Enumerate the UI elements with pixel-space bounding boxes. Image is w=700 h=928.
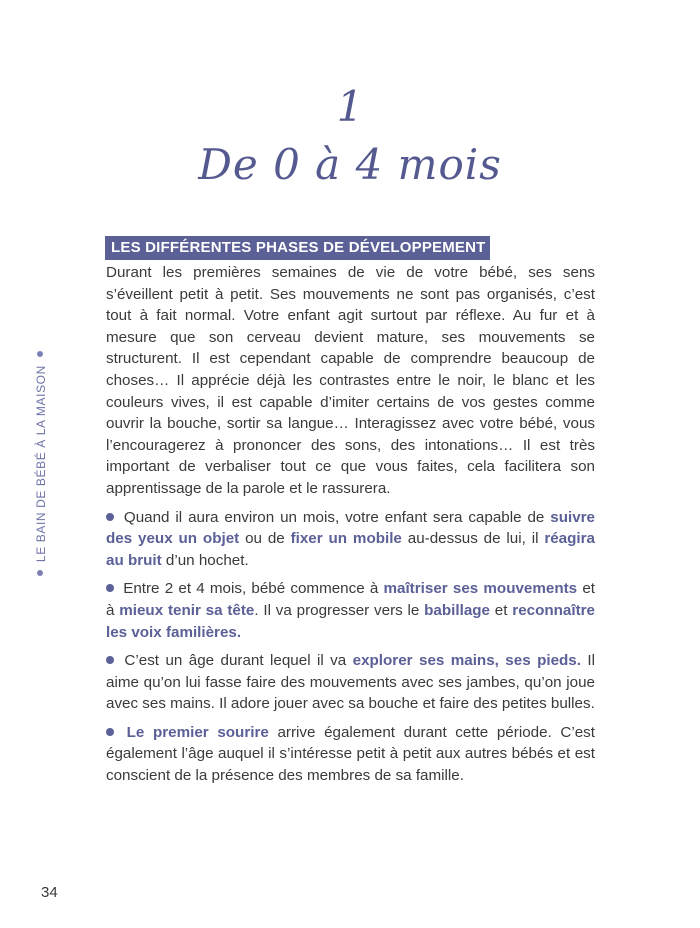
bullet-dot-icon (106, 513, 114, 521)
text-run (118, 724, 127, 741)
section-heading: LES DIFFÉRENTES PHASES DE DÉVELOPPEMENT (105, 236, 490, 260)
bullet-dot-icon (106, 728, 114, 736)
text-run: Entre 2 et 4 mois, bébé commence à (118, 580, 384, 598)
bullet-paragraph-3 (106, 650, 595, 715)
bullet-paragraph-4 (106, 722, 595, 787)
chapter-number: 1 (336, 82, 364, 131)
text-run: . Il va progresser vers le (254, 601, 425, 619)
intro-paragraph: Durant les premières semaines de vie de votre bébé, ses sens s’éveillent petit à petit. Ses mouvements ne sont pas organisés, c’est tout à fait normal. Votre enfant agit surtout par réflexe. Au fur et à mesure que son cerveau devient mature, ses mouvements se structurent. Il est cependant capable de comprendre beaucoup de choses… Il apprécie déjà les contrastes entre le noir, le blanc et les couleurs vives, il est capable d’imiter certains de vos gestes comme ouvrir la bouche, sortir sa langue… Interagissez avec votre bébé, vous l’encouragerez à prononcer des sons, des intonations… Il est très important de verbaliser tout ce que vous faites, cela facilitera son apprentissage de la parole et le rassurera. (106, 264, 595, 497)
side-running-title-text: LE BAIN DE BÉBÉ À LA MAISON (34, 365, 48, 563)
highlight: suivre des yeux un objet (106, 508, 595, 548)
highlight: mieux tenir sa tête (119, 601, 255, 619)
highlight: babillage (424, 601, 490, 619)
text-run: ou de (239, 530, 291, 548)
bullet-dot-icon (37, 351, 43, 357)
body-text (106, 262, 595, 794)
text-run: au-dessus de lui, il (401, 530, 545, 548)
highlight: maîtriser ses mouvements (383, 580, 578, 598)
text-run: et à (106, 580, 595, 619)
bullet-paragraph-2 (106, 578, 595, 643)
chapter-title: De 0 à 4 mois (198, 140, 502, 189)
text-run: Quand il aura environ un mois, votre enfant sera capable de (118, 508, 551, 526)
highlight: reconnaître les voix familières. (106, 601, 595, 641)
highlight: Le premier sourire (126, 723, 269, 741)
page-number: 34 (41, 884, 58, 901)
highlight: explorer ses mains, ses pieds. (352, 652, 581, 670)
text-run: et (490, 601, 513, 619)
text-run: d’un hochet. (161, 551, 249, 569)
text-run: Il aime qu’on lui fasse faire des mouvements avec ses jambes, qu’on joue avec ses mains. Il adore jouer avec sa bouche et faire des petites bulles. (106, 652, 595, 713)
bullet-dot-icon (37, 570, 43, 576)
text-run: C’est un âge durant lequel il va (118, 652, 353, 670)
bullet-dot-icon (106, 584, 114, 592)
highlight: réagira au bruit (106, 530, 595, 569)
bullet-dot-icon (106, 656, 114, 664)
highlight: fixer un mobile (290, 530, 402, 548)
text-run: arrive également durant cette période. C’est également l’âge auquel il s’intéresse petit à petit aux autres bébés et est conscient de la présence des membres de sa famille. (106, 723, 595, 785)
side-running-title (34, 347, 48, 580)
bullet-paragraph-1 (106, 507, 595, 572)
